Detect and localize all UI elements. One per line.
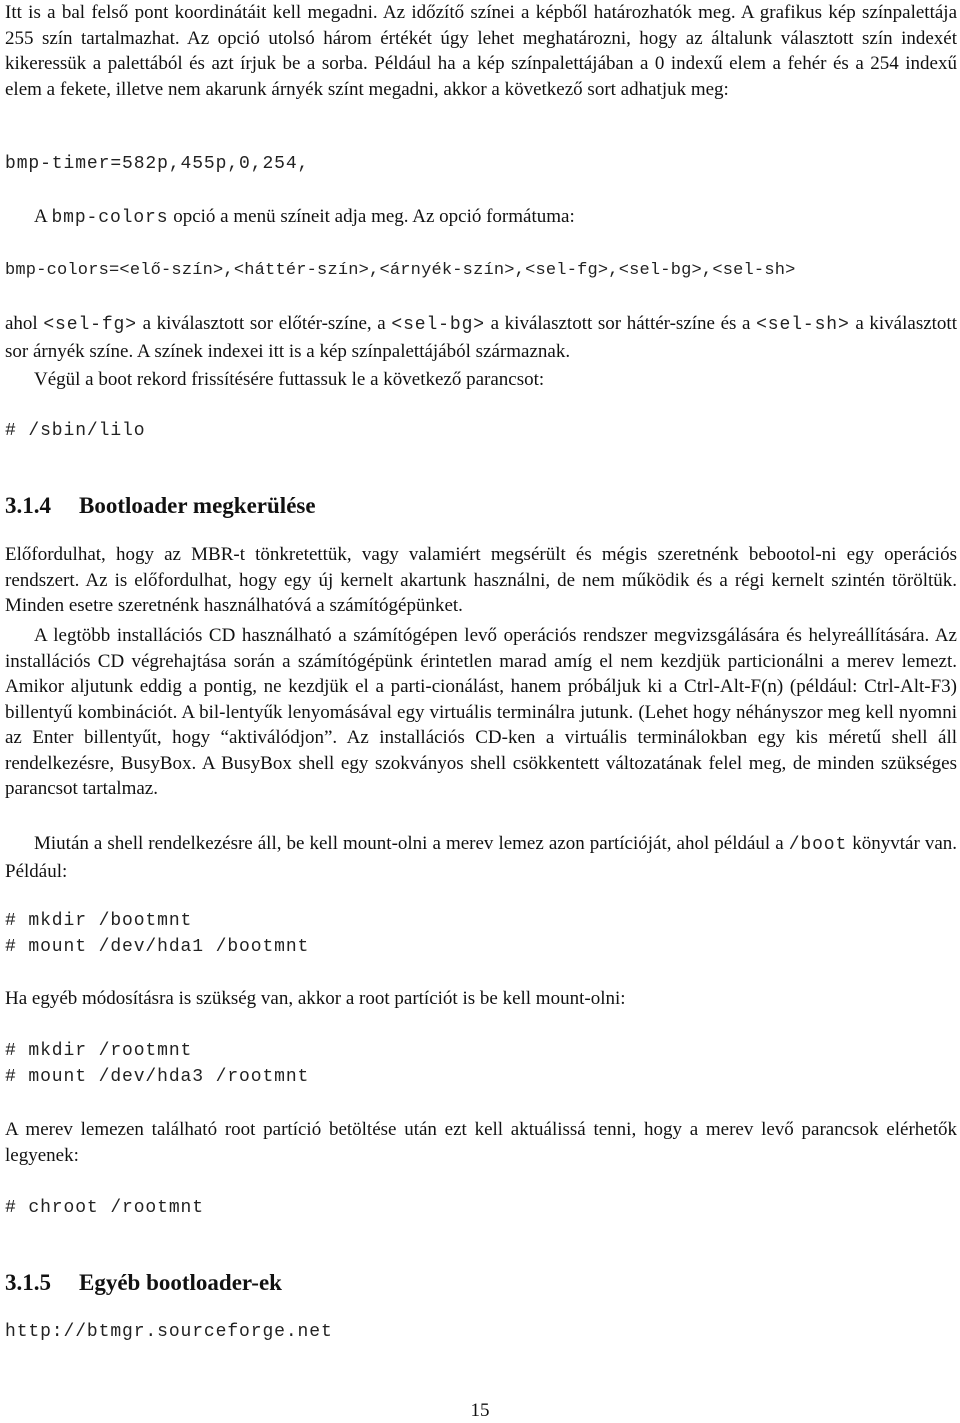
paragraph-chroot-intro: A merev lemezen található root partíció betöltése után ezt kell aktuálissá tenni, hogy a merev levő parancsok elérhetők legyenek: (5, 1119, 957, 1166)
inline-code-boot: /boot (788, 835, 848, 855)
paragraph-root-mount: Ha egyéb módosításra is szükség van, akkor a root partíciót is be kell mount-olni: (5, 988, 626, 1009)
paragraph-lilo-intro: Végül a boot rekord frissítésére futtassuk le a következő parancsot: (34, 369, 545, 390)
inline-code-bmp-colors: bmp-colors (51, 208, 169, 228)
section-heading-other-bootloaders: 3.1.5 Egyéb bootloader-ek (5, 1270, 282, 1295)
paragraph-install-cd: A legtöbb installációs CD használható a számítógépen levő operációs rendszer megvizsgálására és helyreállítására. Az installációs CD végrehajtása során a számítógépünk érintetlen marad amíg el nem kezdjük particionálni a merev lemezt. Amikor aljutunk eddig a pontig, ne kezdjük el a parti-cionálást, hanem próbáljuk ki a Ctrl-Alt-F(n) (például: Ctrl-Alt-F3) billentyű kombinációt. A bil-lentyűk lenyomásával egy virtuális terminálra jutunk. (Lehet hogy néhányszor meg kell nyomni az Enter billentyűt, hogy “aktiválódjon”. Az installációs CD-ken a virtuális terminálokban egy kis méretű shell áll rendelkezésre, BusyBox. A BusyBox shell egy szokványos shell csökkentett változatának felel meg, de minden szükséges parancsot tartalmaz. (5, 625, 957, 799)
section-heading-bootloader-bypass: 3.1.4 Bootloader megkerülése (5, 493, 316, 518)
code-bootmnt-line-2: # mount /dev/hda1 /bootmnt (5, 936, 310, 957)
paragraph-sel-colors: ahol <sel-fg> a kiválasztott sor előtér-színe, a <sel-bg> a kiválasztott sor háttér-színe és a <sel-sh> a kiválasztott sor árnyék színe. A színek indexei itt is a kép színpalettájából származnak. (5, 313, 957, 362)
link-btmgr[interactable]: http://btmgr.sourceforge.net (5, 1322, 333, 1342)
inline-code-sel-fg: <sel-fg> (43, 315, 137, 335)
page-number: 15 (470, 1400, 490, 1421)
paragraph-mbr-damage: Előfordulhat, hogy az MBR-t tönkretettük, vagy valamiért megsérült és mégis szeretnénk bebootol-ni egy operációs rendszert. Az is előfordulhat, hogy egy új kernelt akartunk használni, de nem működik és a régi kernelt szintén töröltük. Minden esetre szeretnénk használhatóvá a számítógépünket. (5, 544, 957, 616)
paragraph-mount-shell: Miután a shell rendelkezésre áll, be kell mount-olni a merev lemez azon partícióját, ahol például a /boot könyvtár van. Például: (5, 833, 958, 882)
paragraph-palette-intro: Itt is a bal felső pont koordinátáit kell megadni. Az időzítő színei a képből határozhatók meg. A grafikus kép színpalettája 255 szín tartalmazhat. Az opció utolsó három értékét úgy lehet meghatározni, hogy az általunk választott szín indexét kikeressük a palettából és azt írjuk be a sorba. Például ha a kép színpalettájában a 0 indexű elem a fehér és a 254 indexű elem a fekete, illetve nem akarunk árnyék színt megadni, akkor a következő sort adhatjuk meg: (5, 2, 957, 100)
code-bmp-colors-format: bmp-colors=<elő-szín>,<háttér-szín>,<árnyék-szín>,<sel-fg>,<sel-bg>,<sel-sh> (5, 261, 796, 280)
code-bootmnt-line-1: # mkdir /bootmnt (5, 911, 193, 931)
inline-code-sel-sh: <sel-sh> (756, 315, 850, 335)
inline-code-sel-bg: <sel-bg> (391, 315, 485, 335)
code-sbin-lilo: # /sbin/lilo (5, 421, 146, 441)
code-rootmnt-line-1: # mkdir /rootmnt (5, 1041, 193, 1061)
code-chroot: # chroot /rootmnt (5, 1198, 204, 1218)
code-rootmnt-line-2: # mount /dev/hda3 /rootmnt (5, 1066, 310, 1087)
paragraph-bmp-colors: A bmp-colors opció a menü színeit adja meg. Az opció formátuma: (34, 206, 575, 228)
code-bmp-timer: bmp-timer=582p,455p,0,254, (5, 154, 310, 174)
